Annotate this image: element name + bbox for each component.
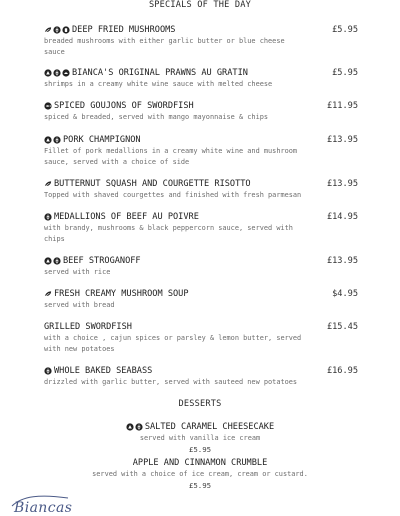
dietary-icons [44, 290, 52, 298]
description-line: sauce, served with a choice of side [44, 157, 190, 166]
item-description [44, 146, 358, 167]
description-line: chips [44, 234, 65, 243]
item-price: £5.95 [332, 25, 358, 35]
gluten-free-icon [135, 423, 143, 431]
dietary-icons [44, 257, 61, 265]
item-name: BEEF STROGANOFF [63, 256, 141, 266]
item-price: £5.95 [332, 68, 358, 78]
item-description [44, 112, 358, 123]
menu-item [44, 321, 358, 354]
allergen-icon [44, 69, 52, 77]
allergen-icon [44, 136, 52, 144]
dietary-icons [44, 102, 52, 110]
vegetarian-icon [44, 26, 52, 34]
dessert-name: SALTED CARAMEL CHEESECAKE [144, 422, 275, 432]
dairy-icon [62, 26, 70, 34]
description-line: Topped with shaved courgettes and finished with fresh parmesan [44, 191, 302, 199]
menu-item [44, 67, 358, 90]
dietary-icons [44, 180, 52, 188]
item-description [44, 223, 358, 244]
menu-item [44, 24, 358, 57]
menu-item [44, 211, 358, 244]
gluten-free-icon [53, 69, 61, 77]
gluten-free-icon [53, 136, 61, 144]
dessert-price: £5.95 [188, 444, 212, 454]
item-description [44, 377, 358, 388]
fish-icon [44, 102, 52, 110]
item-name: SPICED GOUJONS OF SWORDFISH [54, 101, 194, 111]
item-description [44, 36, 358, 57]
desserts-heading: DESSERTS [178, 399, 222, 409]
description-line: sauce [44, 47, 65, 56]
description-line: with new potatoes [44, 344, 115, 353]
dietary-icons [126, 423, 143, 431]
description-line: with brandy, mushrooms & black peppercorn sauce, served with [44, 224, 293, 232]
item-price: £13.95 [326, 179, 358, 189]
item-price: £15.45 [326, 322, 358, 332]
dessert-item [0, 421, 400, 455]
shellfish-icon [62, 69, 70, 77]
allergen-icon [44, 257, 52, 265]
dessert-description: served with vanilla ice cream [139, 434, 261, 442]
dietary-icons [44, 213, 52, 221]
item-name: WHOLE BAKED SEABASS [54, 366, 153, 376]
dessert-price: £5.95 [188, 480, 212, 490]
menu-item [44, 178, 358, 201]
dessert-name: APPLE AND CINNAMON CRUMBLE [132, 458, 268, 468]
dietary-icons [44, 367, 52, 375]
item-name: DEEP FRIED MUSHROOMS [72, 25, 176, 35]
dietary-icons [44, 69, 70, 77]
allergen-icon [126, 423, 134, 431]
description-line: drizzled with garlic butter, served with sauteed new potatoes [44, 378, 298, 386]
menu-item [44, 134, 358, 167]
item-description [44, 267, 358, 278]
gluten-free-icon [53, 26, 61, 34]
item-price: £14.95 [326, 212, 358, 222]
item-name: MEDALLIONS OF BEEF AU POIVRE [54, 212, 199, 222]
item-description [44, 300, 358, 311]
page-title: SPECIALS OF THE DAY [148, 0, 252, 10]
item-name: FRESH CREAMY MUSHROOM SOUP [54, 289, 189, 299]
description-line: served with rice [44, 268, 111, 276]
item-name: PORK CHAMPIGNON [63, 135, 141, 145]
item-price: £16.95 [326, 366, 358, 376]
item-description [44, 190, 358, 201]
item-name: GRILLED SWORDFISH [44, 322, 132, 332]
item-price: $4.95 [332, 289, 358, 299]
item-description [44, 79, 358, 90]
menu-item [44, 100, 358, 123]
dietary-icons [44, 26, 70, 34]
dessert-item [0, 457, 400, 491]
item-price: £13.95 [326, 256, 358, 266]
description-line: Fillet of pork medallions in a creamy white wine and mushroom [44, 147, 298, 155]
description-line: breaded mushrooms with either garlic butter or blue cheese [44, 37, 285, 45]
menu-item [44, 288, 358, 311]
description-line: served with bread [44, 301, 115, 309]
item-price: £11.95 [326, 101, 358, 111]
gluten-free-icon [53, 257, 61, 265]
gluten-free-icon [44, 367, 52, 375]
description-line: shrimps in a creamy white wine sauce with melted cheese [44, 80, 273, 88]
item-description [44, 333, 358, 354]
menu-item [44, 255, 358, 278]
vegetarian-icon [44, 180, 52, 188]
menu-item [44, 365, 358, 388]
dietary-icons [44, 136, 61, 144]
description-line: spiced & breaded, served with mango mayonnaise & chips [44, 113, 269, 121]
restaurant-logo: Biancas [14, 500, 73, 516]
item-name: BUTTERNUT SQUASH AND COURGETTE RISOTTO [54, 179, 251, 189]
dessert-description: served with a choice of ice cream, cream or custard. [92, 470, 308, 478]
description-line: with a choice , cajun spices or parsley & lemon butter, served [44, 334, 302, 342]
item-name: BIANCA'S ORIGINAL PRAWNS AU GRATIN [72, 68, 248, 78]
vegetarian-icon [44, 290, 52, 298]
item-price: £13.95 [326, 135, 358, 145]
gluten-free-icon [44, 213, 52, 221]
